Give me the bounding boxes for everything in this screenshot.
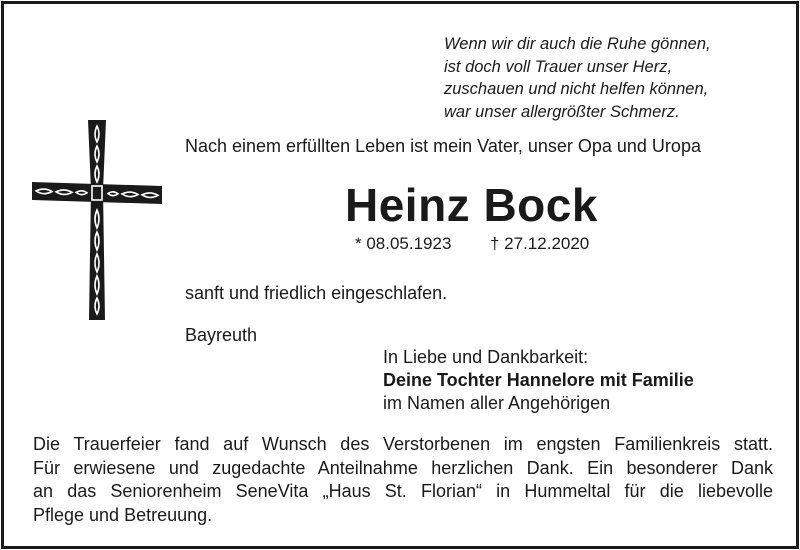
memorial-poem [444, 33, 784, 123]
intro-text: Nach einem erfüllten Leben ist mein Vater, unser Opa und Uropa [185, 136, 701, 156]
funeral-notice-text [33, 433, 773, 527]
footer-line: Die Trauerfeier fand auf Wunsch des Verstorbenen im engsten Familienkreis statt. [33, 434, 773, 454]
deceased-name: Heinz Bock [345, 179, 598, 231]
poem-line: Wenn wir dir auch die Ruhe gönnen, [444, 35, 711, 53]
cross-icon [32, 120, 162, 320]
poem-line: zuschauen und nicht helfen können, [444, 80, 709, 98]
signoff-family: Deine Tochter Hannelore mit Familie [383, 370, 694, 390]
birth-date: * 08.05.1923 [355, 234, 452, 253]
poem-line: ist doch voll Trauer unser Herz, [444, 57, 673, 76]
footer-line: an das Seniorenheim SeneVita „Haus St. Florian“ in Hummeltal für die liebevolle [33, 481, 773, 501]
signoff-block [383, 346, 694, 415]
signoff-greeting: In Liebe und Dankbarkeit: [383, 347, 589, 367]
place-text: Bayreuth [185, 325, 258, 345]
passing-text: sanft und friedlich eingeschlafen. [185, 283, 448, 303]
footer-line: Für erwiesene und zugedachte Anteilnahme herzlichen Dank. Ein besonderer Dank [33, 457, 773, 478]
poem-line: war unser allergrößter Schmerz. [444, 102, 680, 121]
death-date: † 27.12.2020 [490, 234, 590, 253]
footer-line: Pflege und Betreuung. [33, 504, 213, 525]
signoff-relatives: im Namen aller Angehörigen [383, 393, 611, 413]
